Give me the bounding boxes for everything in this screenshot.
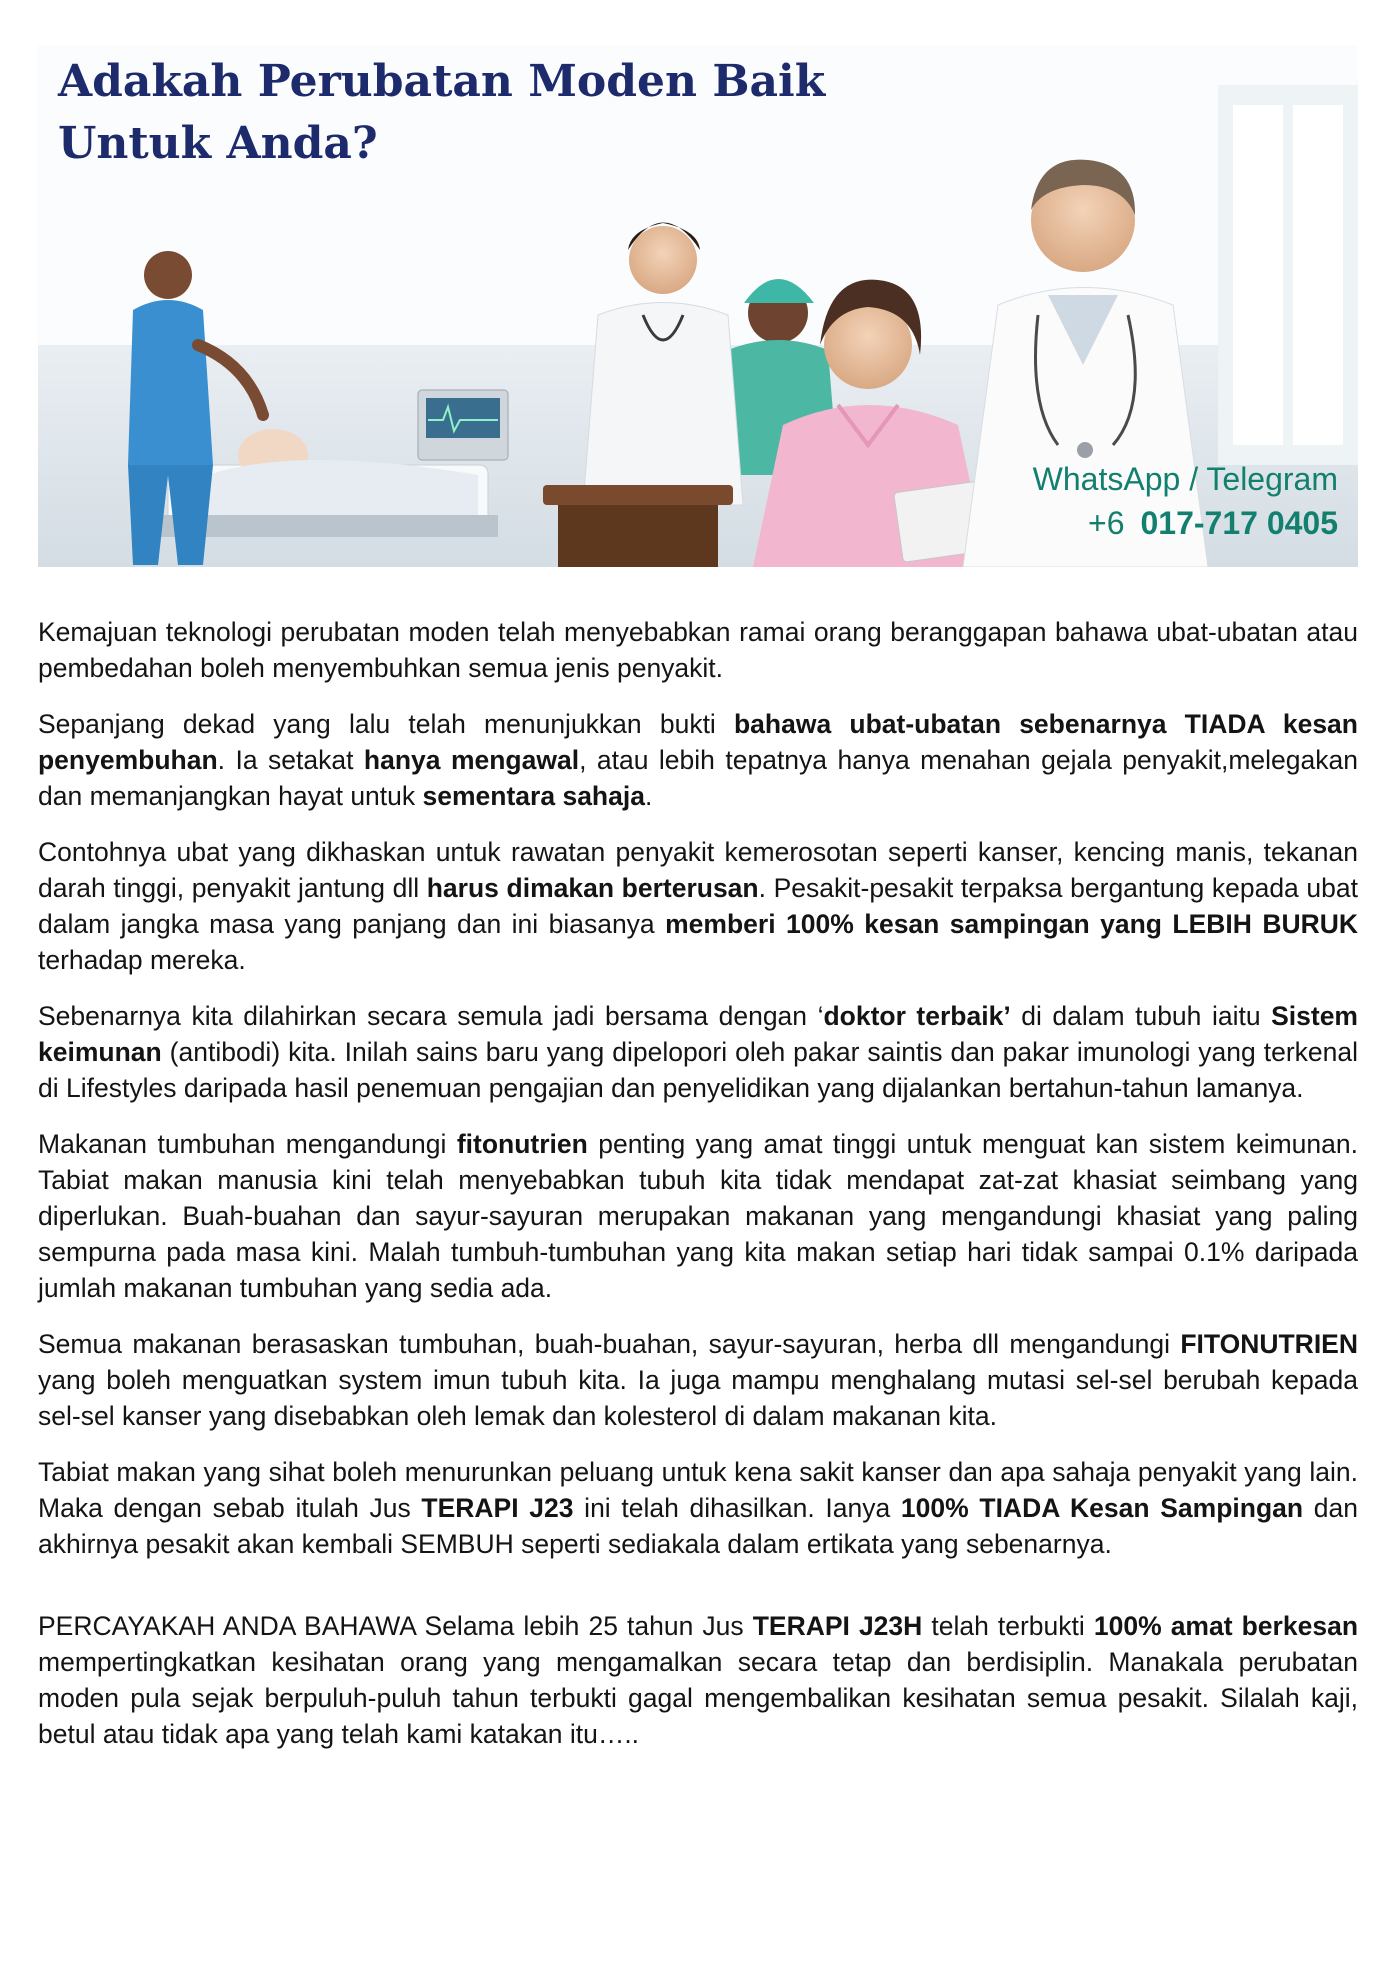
- text-run: dan akhirnya pesakit akan kembali SEMBUH seperti sediakala dalam ertikata yang sebenarnya.: [38, 1493, 1358, 1559]
- paragraph-6: [38, 1326, 1358, 1434]
- bold-text: fitonutrien: [456, 1129, 588, 1159]
- text-run: terhadap mereka.: [38, 945, 246, 975]
- paragraph-1: [38, 614, 1358, 686]
- phone-prefix: +6: [1088, 505, 1125, 541]
- text-run: yang boleh menguatkan system imun tubuh kita. Ia juga mampu menghalang mutasi sel-sel berubah kepada sel-sel kanser yang disebabkan oleh lemak dan kolesterol di dalam makanan kita.: [38, 1365, 1358, 1431]
- text-run: , atau lebih tepatnya hanya menahan gejala penyakit,melegakan dan memanjangkan hayat untuk: [38, 745, 1358, 811]
- bold-text: hanya mengawal: [363, 745, 580, 775]
- bold-text: bahawa ubat-ubatan sebenarnya TIADA kesan penyembuhan: [38, 709, 1358, 775]
- text-run: Sebenarnya kita dilahirkan secara semula jadi bersama dengan ‘: [38, 1001, 824, 1031]
- hero-banner: [38, 45, 1358, 567]
- text-run: . Pesakit-pesakit terpaksa bergantung kepada ubat dalam jangka masa yang panjang dan ini biasanya: [38, 873, 1358, 939]
- phone-number: 017-717 0405: [1140, 505, 1338, 541]
- bold-text: sementara sahaja: [422, 781, 645, 811]
- paragraph-7: [38, 1454, 1358, 1562]
- text-run: Contohnya ubat yang dikhaskan untuk rawatan penyakit kemerosotan seperti kanser, kencing manis, tekanan darah tinggi, penyakit jantung dll: [38, 837, 1358, 903]
- text-run: Sepanjang dekad yang lalu telah menunjukkan bukti: [38, 709, 734, 739]
- text-run: ini telah dihasilkan. Ianya: [573, 1493, 901, 1523]
- bold-text: TERAPI J23: [421, 1493, 574, 1523]
- bold-text: 100% TIADA Kesan Sampingan: [900, 1493, 1304, 1523]
- text-run: .: [644, 781, 653, 811]
- text-run: mempertingkatkan kesihatan orang yang mengamalkan secara tetap dan berdisiplin. Manakala perubatan moden pula sejak berpuluh-puluh tahun terbukti gagal mengembalikan kesihatan semua pesakit. Silalah kaji, betul atau tidak apa yang telah kami katakan itu…..: [38, 1647, 1358, 1749]
- bold-text: harus dimakan berterusan: [426, 873, 759, 903]
- contact-label: WhatsApp / Telegram: [1032, 461, 1338, 497]
- text-run: Tabiat makan yang sihat boleh menurunkan peluang untuk kena sakit kanser dan apa sahaja penyakit yang lain. Maka dengan sebab itulah Jus: [38, 1457, 1358, 1523]
- article-body: [38, 614, 1358, 1772]
- title-line-2: Untuk Anda?: [58, 118, 378, 169]
- bold-text: memberi 100% kesan sampingan yang LEBIH BURUK: [665, 909, 1358, 939]
- paragraph-5: [38, 1126, 1358, 1306]
- text-run: telah terbukti: [922, 1611, 1094, 1641]
- paragraph-2: [38, 706, 1358, 814]
- text-run: Semua makanan berasaskan tumbuhan, buah-buahan, sayur-sayuran, herba dll mengandungi: [38, 1329, 1181, 1359]
- bold-text: 100% amat berkesan: [1093, 1611, 1359, 1641]
- page-title: [58, 51, 838, 175]
- bold-text: TERAPI J23H: [752, 1611, 923, 1641]
- paragraph-3: [38, 834, 1358, 978]
- text-run: PERCAYAKAH ANDA BAHAWA Selama lebih 25 tahun Jus: [38, 1611, 753, 1641]
- text-run: . Ia setakat: [217, 745, 364, 775]
- text-run: di dalam tubuh iaitu: [1010, 1001, 1272, 1031]
- title-line-1: Adakah Perubatan Moden Baik: [58, 56, 826, 107]
- text-run: penting yang amat tinggi untuk menguat kan sistem keimunan. Tabiat makan manusia kini telah menyebabkan tubuh kita tidak mendapat zat-zat khasiat seimbang yang diperlukan. Buah-buahan dan sayur-sayuran merupakan makanan yang mengandungi khasiat yang paling sempurna pada masa kini. Malah tumbuh-tumbuhan yang kita makan setiap hari tidak sampai 0.1% daripada jumlah makanan tumbuhan yang sedia ada.: [38, 1129, 1358, 1303]
- bold-text: FITONUTRIEN: [1180, 1329, 1358, 1359]
- paragraph-8: [38, 1608, 1358, 1752]
- text-run: (antibodi) kita. Inilah sains baru yang dipelopori oleh pakar saintis dan pakar imunologi yang terkenal di Lifestyles daripada hasil penemuan pengajian dan penyelidikan yang dijalankan bertahun-tahun lamanya.: [38, 1037, 1358, 1103]
- bold-text: Sistem keimunan: [38, 1001, 1358, 1067]
- text-run: Kemajuan teknologi perubatan moden telah menyebabkan ramai orang beranggapan bahawa ubat-ubatan atau pembedahan boleh menyembuhkan semua jenis penyakit.: [38, 617, 1358, 683]
- bold-text: doktor terbaik’: [823, 1001, 1011, 1031]
- text-run: Makanan tumbuhan mengandungi: [38, 1129, 457, 1159]
- paragraph-4: [38, 998, 1358, 1106]
- phone-line: [1033, 501, 1338, 545]
- contact-box: [1033, 457, 1338, 545]
